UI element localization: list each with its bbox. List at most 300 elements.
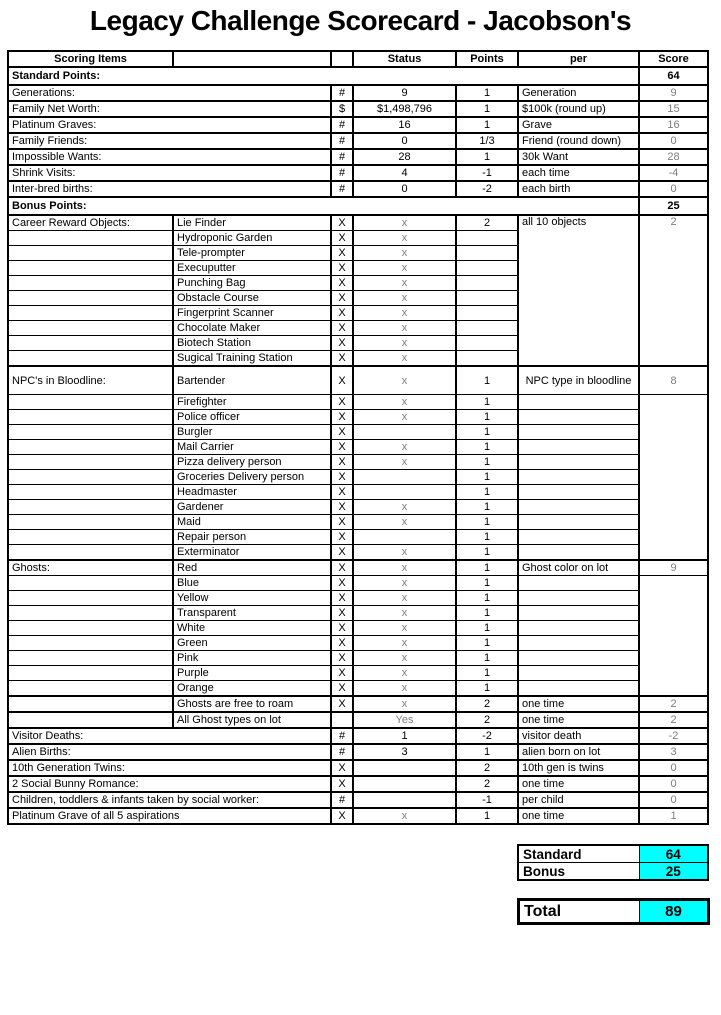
marker-cell[interactable]: X xyxy=(331,621,353,636)
marker-cell[interactable]: X xyxy=(331,336,353,351)
item-label[interactable]: Purple xyxy=(173,666,331,681)
status-cell[interactable]: x xyxy=(353,276,456,291)
status-cell[interactable]: $1,498,796 xyxy=(353,101,456,117)
status-cell[interactable]: x xyxy=(353,440,456,455)
points-cell[interactable]: 1 xyxy=(456,485,518,500)
points-cell[interactable]: -2 xyxy=(456,728,518,744)
row-label[interactable] xyxy=(8,545,173,561)
row-label[interactable] xyxy=(8,455,173,470)
status-cell[interactable]: 3 xyxy=(353,744,456,760)
row-label[interactable] xyxy=(8,336,173,351)
section-score[interactable]: 25 xyxy=(639,197,708,215)
points-cell[interactable]: 1 xyxy=(456,410,518,425)
status-cell[interactable]: x xyxy=(353,500,456,515)
per-cell[interactable] xyxy=(518,545,639,561)
score-cell[interactable]: 3 xyxy=(639,744,708,760)
status-cell[interactable] xyxy=(353,792,456,808)
points-cell[interactable]: 1 xyxy=(456,591,518,606)
table-row xyxy=(8,165,708,181)
per-cell[interactable] xyxy=(518,485,639,500)
marker-cell[interactable]: X xyxy=(331,395,353,410)
row-label[interactable]: 2 Social Bunny Romance: xyxy=(8,776,331,792)
points-cell[interactable]: 1 xyxy=(456,545,518,561)
row-label[interactable] xyxy=(8,515,173,530)
points-cell[interactable]: 1 xyxy=(456,149,518,165)
points-cell[interactable]: 1 xyxy=(456,808,518,824)
points-cell[interactable] xyxy=(456,351,518,367)
status-cell[interactable] xyxy=(353,485,456,500)
marker-cell[interactable]: # xyxy=(331,181,353,197)
section-score[interactable]: 64 xyxy=(639,67,708,85)
per-cell[interactable] xyxy=(518,681,639,697)
table-row xyxy=(8,576,708,591)
row-label[interactable] xyxy=(8,306,173,321)
status-cell[interactable]: x xyxy=(353,306,456,321)
per-cell[interactable] xyxy=(518,621,639,636)
status-cell[interactable]: 4 xyxy=(353,165,456,181)
status-cell[interactable] xyxy=(353,776,456,792)
row-label[interactable]: 10th Generation Twins: xyxy=(8,760,331,776)
status-cell[interactable]: x xyxy=(353,576,456,591)
score-cell[interactable]: 0 xyxy=(639,792,708,808)
item-label[interactable]: Lie Finder xyxy=(173,215,331,231)
per-cell[interactable]: one time xyxy=(518,776,639,792)
per-cell[interactable] xyxy=(518,591,639,606)
points-cell[interactable]: 1 xyxy=(456,681,518,697)
per-cell[interactable]: Generation xyxy=(518,85,639,101)
points-cell[interactable] xyxy=(456,321,518,336)
status-cell[interactable]: x xyxy=(353,231,456,246)
section-label[interactable]: Standard Points: xyxy=(8,67,639,85)
row-label[interactable] xyxy=(8,351,173,367)
marker-cell[interactable]: X xyxy=(331,808,353,824)
points-cell[interactable] xyxy=(456,246,518,261)
item-label[interactable]: Yellow xyxy=(173,591,331,606)
item-label[interactable]: Burgler xyxy=(173,425,331,440)
per-cell[interactable] xyxy=(518,455,639,470)
item-label[interactable]: Fingerprint Scanner xyxy=(173,306,331,321)
table-row xyxy=(8,197,708,215)
marker-cell[interactable]: X xyxy=(331,246,353,261)
row-label[interactable] xyxy=(8,485,173,500)
marker-cell[interactable]: # xyxy=(331,744,353,760)
row-label[interactable] xyxy=(8,681,173,697)
marker-cell[interactable]: # xyxy=(331,149,353,165)
points-cell[interactable] xyxy=(456,306,518,321)
points-cell[interactable]: 1 xyxy=(456,651,518,666)
marker-cell[interactable]: X xyxy=(331,515,353,530)
column-header-per[interactable]: per xyxy=(518,51,639,67)
row-label[interactable] xyxy=(8,696,173,712)
column-header-points[interactable]: Points xyxy=(456,51,518,67)
row-label[interactable]: Children, toddlers & infants taken by social worker: xyxy=(8,792,331,808)
points-cell[interactable]: 1 xyxy=(456,744,518,760)
section-label[interactable]: Bonus Points: xyxy=(8,197,639,215)
marker-cell[interactable]: $ xyxy=(331,101,353,117)
item-label[interactable]: Headmaster xyxy=(173,485,331,500)
row-label[interactable] xyxy=(8,246,173,261)
marker-cell[interactable] xyxy=(331,712,353,728)
score-cell[interactable]: -2 xyxy=(639,728,708,744)
per-cell[interactable] xyxy=(518,410,639,425)
item-label[interactable]: Bartender xyxy=(173,366,331,395)
row-label[interactable] xyxy=(8,606,173,621)
status-cell[interactable]: x xyxy=(353,808,456,824)
marker-cell[interactable]: X xyxy=(331,425,353,440)
score-cell[interactable]: 28 xyxy=(639,149,708,165)
marker-cell[interactable]: X xyxy=(331,500,353,515)
row-label[interactable] xyxy=(8,291,173,306)
summary-row xyxy=(518,863,708,881)
points-cell[interactable]: 1 xyxy=(456,666,518,681)
marker-cell[interactable]: X xyxy=(331,351,353,367)
row-label[interactable]: Shrink Visits: xyxy=(8,165,331,181)
marker-cell[interactable]: X xyxy=(331,470,353,485)
points-cell[interactable]: -1 xyxy=(456,165,518,181)
column-header-scoring-items[interactable]: Scoring Items xyxy=(8,51,173,67)
item-label[interactable]: Transparent xyxy=(173,606,331,621)
item-label[interactable]: Maid xyxy=(173,515,331,530)
points-cell[interactable]: 1 xyxy=(456,606,518,621)
per-cell[interactable] xyxy=(518,440,639,455)
item-label[interactable]: Biotech Station xyxy=(173,336,331,351)
per-cell[interactable]: Friend (round down) xyxy=(518,133,639,149)
summary-label[interactable]: Standard xyxy=(518,845,639,863)
row-label[interactable]: Family Net Worth: xyxy=(8,101,331,117)
status-cell[interactable]: 0 xyxy=(353,133,456,149)
status-cell[interactable]: x xyxy=(353,545,456,561)
points-cell[interactable]: 1 xyxy=(456,636,518,651)
points-cell[interactable]: 1 xyxy=(456,117,518,133)
per-cell[interactable] xyxy=(518,515,639,530)
per-cell[interactable]: alien born on lot xyxy=(518,744,639,760)
status-cell[interactable]: x xyxy=(353,560,456,576)
status-cell[interactable]: x xyxy=(353,351,456,367)
points-cell[interactable] xyxy=(456,231,518,246)
points-cell[interactable]: 1 xyxy=(456,576,518,591)
marker-cell[interactable]: X xyxy=(331,666,353,681)
item-label[interactable]: Police officer xyxy=(173,410,331,425)
item-label[interactable]: Exterminator xyxy=(173,545,331,561)
marker-cell[interactable]: X xyxy=(331,545,353,561)
marker-cell[interactable]: # xyxy=(331,728,353,744)
status-cell[interactable]: x xyxy=(353,246,456,261)
marker-cell[interactable]: X xyxy=(331,606,353,621)
score-cell[interactable]: 0 xyxy=(639,133,708,149)
row-label[interactable]: Impossible Wants: xyxy=(8,149,331,165)
marker-cell[interactable]: X xyxy=(331,321,353,336)
row-label[interactable]: Platinum Graves: xyxy=(8,117,331,133)
per-cell[interactable]: NPC type in bloodline xyxy=(518,366,639,395)
marker-cell[interactable]: X xyxy=(331,455,353,470)
row-label[interactable] xyxy=(8,276,173,291)
points-cell[interactable] xyxy=(456,336,518,351)
status-cell[interactable]: x xyxy=(353,696,456,712)
row-label[interactable] xyxy=(8,666,173,681)
points-cell[interactable]: -1 xyxy=(456,792,518,808)
per-cell[interactable] xyxy=(518,666,639,681)
item-label[interactable]: Mail Carrier xyxy=(173,440,331,455)
per-cell[interactable]: each time xyxy=(518,165,639,181)
points-cell[interactable]: 1 xyxy=(456,470,518,485)
item-label[interactable]: Groceries Delivery person xyxy=(173,470,331,485)
marker-cell[interactable]: # xyxy=(331,133,353,149)
marker-cell[interactable]: X xyxy=(331,636,353,651)
item-label[interactable]: Pizza delivery person xyxy=(173,455,331,470)
points-cell[interactable]: 1 xyxy=(456,85,518,101)
item-label[interactable]: Tele-prompter xyxy=(173,246,331,261)
marker-cell[interactable]: X xyxy=(331,776,353,792)
points-cell[interactable] xyxy=(456,276,518,291)
item-label[interactable]: White xyxy=(173,621,331,636)
score-cell[interactable]: 15 xyxy=(639,101,708,117)
item-label[interactable]: Gardener xyxy=(173,500,331,515)
status-cell[interactable] xyxy=(353,530,456,545)
marker-cell[interactable]: X xyxy=(331,591,353,606)
score-cell[interactable]: 9 xyxy=(639,85,708,101)
row-label[interactable] xyxy=(8,500,173,515)
marker-cell[interactable]: # xyxy=(331,165,353,181)
marker-cell[interactable]: X xyxy=(331,366,353,395)
per-cell[interactable] xyxy=(518,500,639,515)
status-cell[interactable]: x xyxy=(353,681,456,697)
item-label[interactable]: Pink xyxy=(173,651,331,666)
score-cell[interactable]: 0 xyxy=(639,776,708,792)
status-cell[interactable]: x xyxy=(353,410,456,425)
status-cell[interactable]: x xyxy=(353,321,456,336)
score-cell[interactable]: 1 xyxy=(639,808,708,824)
row-label[interactable]: Career Reward Objects: xyxy=(8,215,173,231)
marker-cell[interactable]: X xyxy=(331,576,353,591)
row-label[interactable]: Ghosts: xyxy=(8,560,173,576)
column-header-score[interactable]: Score xyxy=(639,51,708,67)
points-cell[interactable]: 2 xyxy=(456,696,518,712)
marker-cell[interactable]: X xyxy=(331,560,353,576)
row-label[interactable] xyxy=(8,712,173,728)
points-cell[interactable]: 1 xyxy=(456,440,518,455)
marker-cell[interactable]: X xyxy=(331,440,353,455)
marker-cell[interactable]: X xyxy=(331,681,353,697)
score-cell[interactable]: 0 xyxy=(639,181,708,197)
status-cell[interactable] xyxy=(353,425,456,440)
marker-cell[interactable]: # xyxy=(331,85,353,101)
per-cell[interactable]: each birth xyxy=(518,181,639,197)
column-header-status[interactable]: Status xyxy=(353,51,456,67)
row-label[interactable] xyxy=(8,651,173,666)
status-cell[interactable]: x xyxy=(353,621,456,636)
score-cell[interactable] xyxy=(639,576,708,697)
status-cell[interactable]: x xyxy=(353,591,456,606)
per-cell[interactable] xyxy=(518,606,639,621)
row-label[interactable] xyxy=(8,425,173,440)
column-header-blank[interactable] xyxy=(173,51,331,67)
status-cell[interactable]: x xyxy=(353,651,456,666)
points-cell[interactable] xyxy=(456,291,518,306)
summary-table-body xyxy=(518,845,708,880)
per-cell[interactable]: Ghost color on lot xyxy=(518,560,639,576)
points-cell[interactable]: 2 xyxy=(456,776,518,792)
status-cell[interactable]: x xyxy=(353,455,456,470)
score-cell[interactable]: -4 xyxy=(639,165,708,181)
row-label[interactable] xyxy=(8,591,173,606)
row-label[interactable]: Visitor Deaths: xyxy=(8,728,331,744)
per-cell[interactable]: one time xyxy=(518,808,639,824)
marker-cell[interactable]: X xyxy=(331,485,353,500)
status-cell[interactable]: 0 xyxy=(353,181,456,197)
table-row xyxy=(8,681,708,697)
item-label[interactable]: Blue xyxy=(173,576,331,591)
marker-cell[interactable]: X xyxy=(331,306,353,321)
row-label[interactable]: Alien Births: xyxy=(8,744,331,760)
score-cell[interactable]: 8 xyxy=(639,366,708,395)
score-cell[interactable]: 9 xyxy=(639,560,708,576)
per-cell[interactable]: all 10 objects xyxy=(518,215,639,366)
per-cell[interactable]: one time xyxy=(518,712,639,728)
row-label[interactable] xyxy=(8,261,173,276)
total-score-cell[interactable]: 89 xyxy=(640,900,709,924)
summary-score-cell[interactable]: 64 xyxy=(639,845,708,863)
row-label[interactable]: Generations: xyxy=(8,85,331,101)
score-cell[interactable] xyxy=(639,395,708,561)
score-cell[interactable]: 16 xyxy=(639,117,708,133)
points-cell[interactable]: 1 xyxy=(456,425,518,440)
status-cell[interactable]: Yes xyxy=(353,712,456,728)
per-cell[interactable]: $100k (round up) xyxy=(518,101,639,117)
status-cell[interactable]: x xyxy=(353,336,456,351)
item-label[interactable]: Chocolate Maker xyxy=(173,321,331,336)
total-label[interactable]: Total xyxy=(519,900,640,924)
item-label[interactable]: Obstacle Course xyxy=(173,291,331,306)
item-label[interactable]: Hydroponic Garden xyxy=(173,231,331,246)
item-label[interactable]: Repair person xyxy=(173,530,331,545)
points-cell[interactable]: -2 xyxy=(456,181,518,197)
points-cell[interactable]: 2 xyxy=(456,712,518,728)
points-cell[interactable]: 1 xyxy=(456,366,518,395)
marker-cell[interactable]: X xyxy=(331,696,353,712)
status-cell[interactable]: x xyxy=(353,636,456,651)
item-label[interactable]: Ghosts are free to roam xyxy=(173,696,331,712)
scorecard-table-body xyxy=(8,51,708,824)
item-label[interactable]: Execuputter xyxy=(173,261,331,276)
row-label[interactable] xyxy=(8,321,173,336)
row-label[interactable] xyxy=(8,395,173,410)
marker-cell[interactable]: X xyxy=(331,410,353,425)
summary-label[interactable]: Bonus xyxy=(518,863,639,881)
status-cell[interactable]: 9 xyxy=(353,85,456,101)
marker-cell[interactable]: X xyxy=(331,276,353,291)
item-label[interactable]: Sugical Training Station xyxy=(173,351,331,367)
marker-cell[interactable]: X xyxy=(331,651,353,666)
item-label[interactable]: Punching Bag xyxy=(173,276,331,291)
marker-cell[interactable]: X xyxy=(331,291,353,306)
points-cell[interactable]: 1/3 xyxy=(456,133,518,149)
per-cell[interactable]: 30k Want xyxy=(518,149,639,165)
points-cell[interactable]: 1 xyxy=(456,395,518,410)
score-cell[interactable]: 2 xyxy=(639,696,708,712)
status-cell[interactable]: x xyxy=(353,395,456,410)
per-cell[interactable] xyxy=(518,651,639,666)
row-label[interactable]: NPC's in Bloodline: xyxy=(8,366,173,395)
status-cell[interactable]: 1 xyxy=(353,728,456,744)
per-cell[interactable]: 10th gen is twins xyxy=(518,760,639,776)
status-cell[interactable]: x xyxy=(353,666,456,681)
row-label[interactable] xyxy=(8,440,173,455)
status-cell[interactable] xyxy=(353,470,456,485)
points-cell[interactable]: 2 xyxy=(456,215,518,231)
row-label[interactable]: Platinum Grave of all 5 aspirations xyxy=(8,808,331,824)
points-cell[interactable]: 1 xyxy=(456,101,518,117)
points-cell[interactable]: 1 xyxy=(456,530,518,545)
row-label[interactable] xyxy=(8,410,173,425)
status-cell[interactable]: x xyxy=(353,291,456,306)
per-cell[interactable] xyxy=(518,395,639,410)
points-cell[interactable]: 1 xyxy=(456,455,518,470)
item-label[interactable]: Orange xyxy=(173,681,331,697)
status-cell[interactable]: x xyxy=(353,515,456,530)
row-label[interactable]: Family Friends: xyxy=(8,133,331,149)
per-cell[interactable]: per child xyxy=(518,792,639,808)
row-label[interactable] xyxy=(8,621,173,636)
marker-cell[interactable]: # xyxy=(331,792,353,808)
status-cell[interactable]: 16 xyxy=(353,117,456,133)
points-cell[interactable]: 1 xyxy=(456,621,518,636)
status-cell[interactable]: x xyxy=(353,261,456,276)
column-header-marker[interactable] xyxy=(331,51,353,67)
row-label[interactable] xyxy=(8,231,173,246)
per-cell[interactable]: visitor death xyxy=(518,728,639,744)
status-cell[interactable]: 28 xyxy=(353,149,456,165)
marker-cell[interactable]: X xyxy=(331,215,353,231)
row-label[interactable]: Inter-bred births: xyxy=(8,181,331,197)
points-cell[interactable]: 1 xyxy=(456,560,518,576)
row-label[interactable] xyxy=(8,470,173,485)
summary-block xyxy=(517,844,714,925)
marker-cell[interactable]: # xyxy=(331,117,353,133)
score-cell[interactable]: 0 xyxy=(639,760,708,776)
item-label[interactable]: Red xyxy=(173,560,331,576)
row-label[interactable] xyxy=(8,636,173,651)
marker-cell[interactable]: X xyxy=(331,231,353,246)
status-cell[interactable] xyxy=(353,760,456,776)
marker-cell[interactable]: X xyxy=(331,530,353,545)
points-cell[interactable]: 1 xyxy=(456,515,518,530)
per-cell[interactable] xyxy=(518,636,639,651)
status-cell[interactable]: x xyxy=(353,215,456,231)
row-label[interactable] xyxy=(8,576,173,591)
item-label[interactable]: Firefighter xyxy=(173,395,331,410)
per-cell[interactable] xyxy=(518,576,639,591)
row-label[interactable] xyxy=(8,530,173,545)
score-cell[interactable]: 2 xyxy=(639,215,708,366)
summary-score-cell[interactable]: 25 xyxy=(639,863,708,881)
points-cell[interactable]: 2 xyxy=(456,760,518,776)
per-cell[interactable]: Grave xyxy=(518,117,639,133)
status-cell[interactable]: x xyxy=(353,606,456,621)
per-cell[interactable] xyxy=(518,530,639,545)
status-cell[interactable]: x xyxy=(353,366,456,395)
marker-cell[interactable]: X xyxy=(331,261,353,276)
item-label[interactable]: Green xyxy=(173,636,331,651)
table-row xyxy=(8,545,708,561)
item-label[interactable]: All Ghost types on lot xyxy=(173,712,331,728)
marker-cell[interactable]: X xyxy=(331,760,353,776)
per-cell[interactable] xyxy=(518,470,639,485)
points-cell[interactable] xyxy=(456,261,518,276)
per-cell[interactable]: one time xyxy=(518,696,639,712)
score-cell[interactable]: 2 xyxy=(639,712,708,728)
per-cell[interactable] xyxy=(518,425,639,440)
points-cell[interactable]: 1 xyxy=(456,500,518,515)
